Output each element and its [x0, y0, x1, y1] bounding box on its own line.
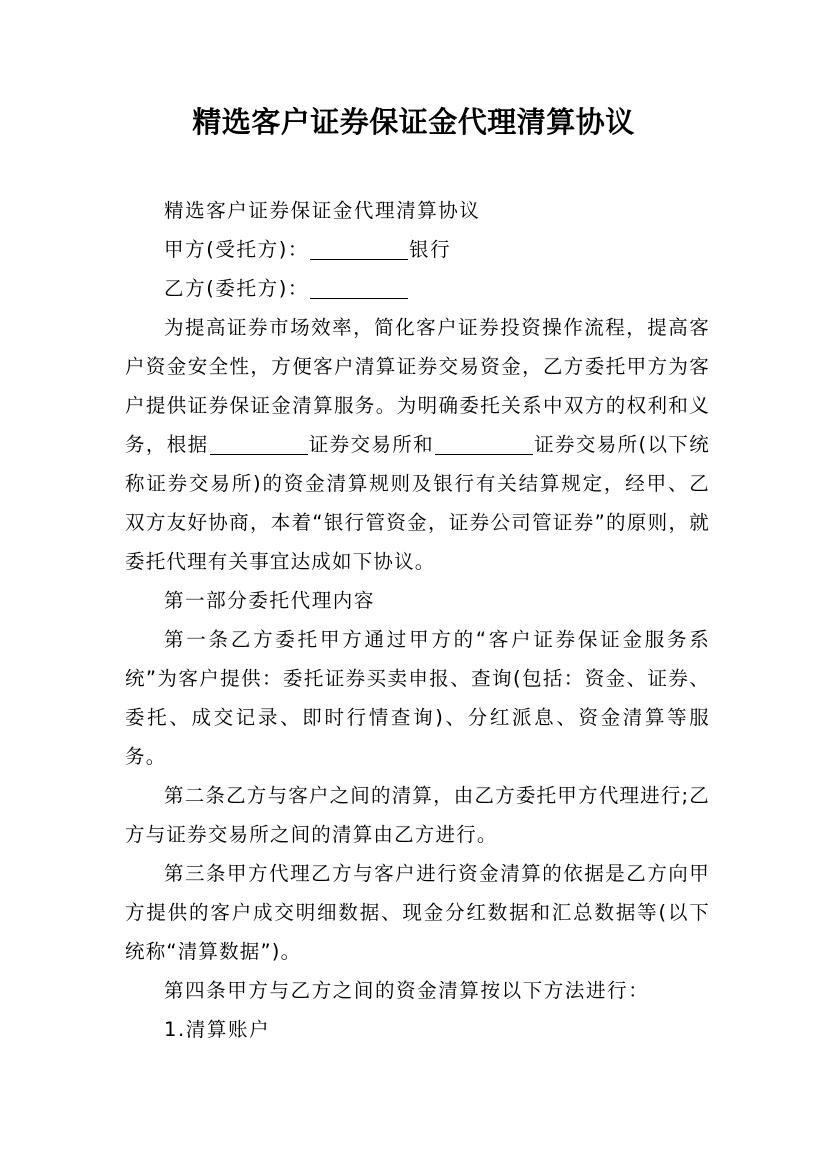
paragraph-party-a: [125, 230, 710, 269]
preamble-part-3: 证券交易所(以下统称证券交易所)的资金清算规则及银行有关结算规定，经甲、乙双方友好协商，本着“银行管资金，证券公司管证券”的原则，就委托代理有关事宜达成如下协议。: [125, 433, 710, 573]
paragraph-article-3: 第三条甲方代理乙方与客户进行资金清算的依据是乙方向甲方提供的客户成交明细数据、现金分红数据和汇总数据等(以下统称“清算数据”)。: [125, 862, 710, 963]
preamble-part-1: 为提高证券市场效率，简化客户证券投资操作流程，提高客户资金安全性，方便客户清算证券交易资金，乙方委托甲方为客户提供证券保证金清算服务。为明确委托关系中双方的权利和义务，根据: [125, 316, 710, 456]
paragraph-party-b: [125, 269, 710, 308]
blank-line: [435, 430, 533, 455]
paragraph-heading: 精选客户证券保证金代理清算协议: [164, 199, 481, 222]
party-a-suffix: 银行: [409, 238, 452, 261]
paragraph-item-1: 1.清算账户: [164, 1018, 271, 1041]
document-body: [125, 191, 710, 1049]
blank-line: [310, 274, 408, 299]
party-b-label: 乙方(委托方)：: [164, 277, 310, 300]
paragraph-article-1: 第一条乙方委托甲方通过甲方的“客户证券保证金服务系统”为客户提供：委托证券买卖申报、查询(包括：资金、证券、委托、成交记录、即时行情查询)、分红派息、资金清算等服务。: [125, 628, 710, 768]
document-title: 精选客户证券保证金代理清算协议: [192, 105, 635, 139]
paragraph-article-4: 第四条甲方与乙方之间的资金清算按以下方法进行：: [164, 979, 650, 1002]
party-a-label: 甲方(受托方)：: [164, 238, 310, 261]
blank-line: [310, 235, 408, 260]
paragraph-preamble: [125, 308, 710, 581]
paragraph-article-2: 第二条乙方与客户之间的清算，由乙方委托甲方代理进行;乙方与证券交易所之间的清算由乙方进行。: [125, 784, 710, 846]
paragraph-section-heading: 第一部分委托代理内容: [164, 589, 376, 612]
blank-line: [210, 430, 308, 455]
preamble-part-2: 证券交易所和: [308, 433, 434, 456]
